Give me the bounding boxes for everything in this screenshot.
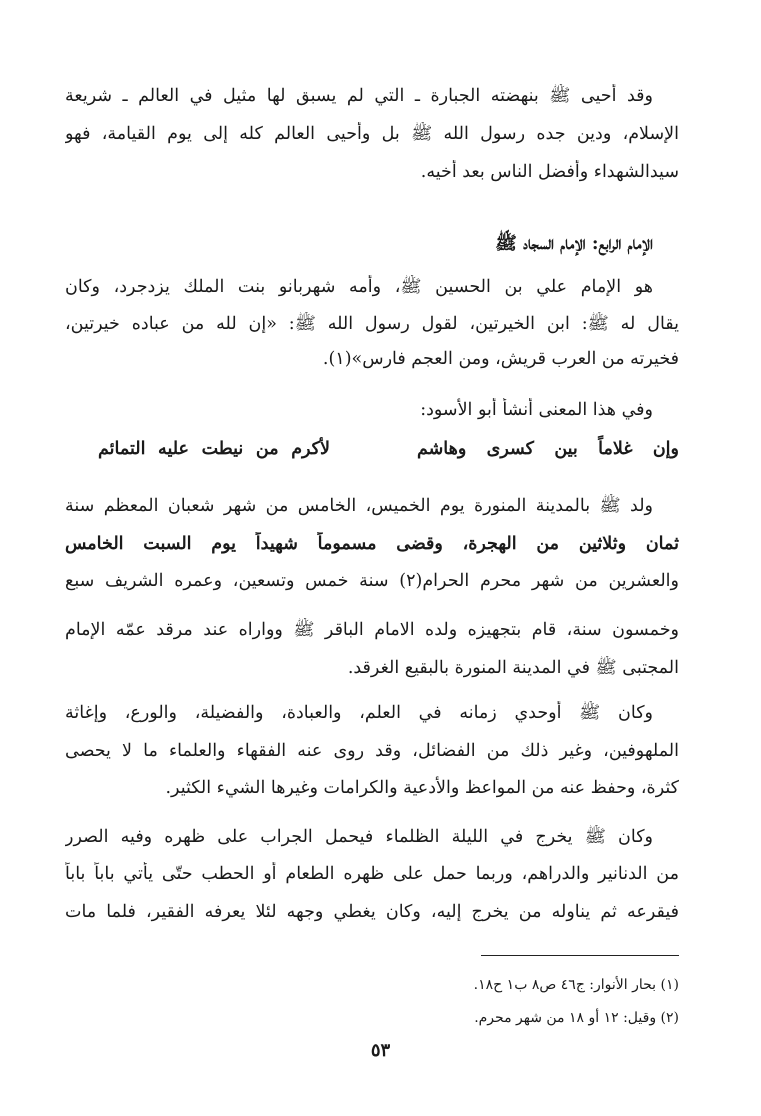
paragraph-1-line-1: وقد أحيى ﷺ بنهضته الجبارة ـ التي لم يسبق لها مثيل في العالم ـ شريعة: [65, 86, 653, 106]
paragraph-1-line-2: الإسلام، ودين جده رسول الله ﷺ بل وأحيى العالم كله إلى يوم القيامة، فهو: [65, 124, 679, 144]
paragraph-4-line-1: وكان ﷺ أوحدي زمانه في العلم، والعبادة، والفضيلة، والورع، وإغاثة: [65, 703, 653, 723]
paragraph-3-line-1: ولد ﷺ بالمدينة المنورة يوم الخميس، الخامس من شهر شعبان المعظم سنة: [65, 496, 653, 516]
paragraph-2-line-1: هو الإمام علي بن الحسين ﷺ، وأمه شهربانو بنت الملك يزدجرد، وكان: [65, 277, 653, 297]
paragraph-5-line-3: فيقرعه ثم يناوله من يخرج إليه، وكان يغطي وجهه لئلا يعرفه الفقير، فلما مات: [65, 902, 679, 922]
paragraph-3-line-2: ثمان وثلاثين من الهجرة، وقضى مسموماً شهيداً يوم السبت الخامس: [65, 534, 679, 554]
paragraph-3-line-3: والعشرين من شهر محرم الحرام(٢) سنة خمس وتسعين، وعمره الشريف سبع: [65, 571, 679, 591]
paragraph-1-line-3: سيدالشهداء وأفضل الناس بعد أخيه.: [420, 162, 679, 182]
paragraph-2-line-2: يقال له ﷺ: ابن الخيرتين، لقول رسول الله ﷺ: «إن لله من عباده خيرتين،: [65, 314, 679, 334]
section-heading: الإمام الرابع: الإمام السجاد ﷺ: [495, 233, 653, 254]
paragraph-3-line-5: المجتبى ﷺ في المدينة المنورة بالبقيع الغرقد.: [347, 658, 679, 678]
paragraph-4-line-3: كثرة، وحفظ عنه من المواعظ والأدعية والكرامات وغيرها الشيء الكثير.: [165, 778, 679, 798]
paragraph-5-line-1: وكان ﷺ يخرج في الليلة الظلماء فيحمل الجراب على ظهره وفيه الصرر: [65, 827, 653, 847]
verse-first-hemistich: وإن غلاماً بين كسرى وهاشم: [417, 439, 679, 459]
paragraph-3-line-4: وخمسون سنة، قام بتجهيزه ولده الامام الباقر ﷺ وواراه عند مرقد عمّه الإمام: [65, 620, 679, 640]
footnote-2: (٢) وقيل: ١٢ أو ١٨ من شهر محرم.: [474, 1010, 679, 1026]
paragraph-4-line-2: الملهوفين، وغير ذلك من الفضائل، وقد روى عنه الفقهاء والعلماء ما لا يحصى: [65, 741, 679, 761]
footnote-1: (١) بحار الأنوار: ج٤٦ ص٨ ب١ ح١٨.: [473, 977, 679, 993]
verse-second-hemistich: لأكرم من نيطت عليه التمائم: [98, 439, 330, 459]
paragraph-2-line-3: فخيرته من العرب قريش، ومن العجم فارس»(١).: [322, 349, 679, 369]
paragraph-5-line-2: من الدنانير والدراهم، وربما حمل على ظهره الطعام أو الحطب حتّى يأتي باباً باباً: [65, 864, 679, 884]
verse-intro: وفي هذا المعنى أنشأ أبو الأسود:: [420, 400, 653, 420]
page-number: ٥٣: [370, 1040, 391, 1061]
footnote-divider: [481, 955, 679, 956]
